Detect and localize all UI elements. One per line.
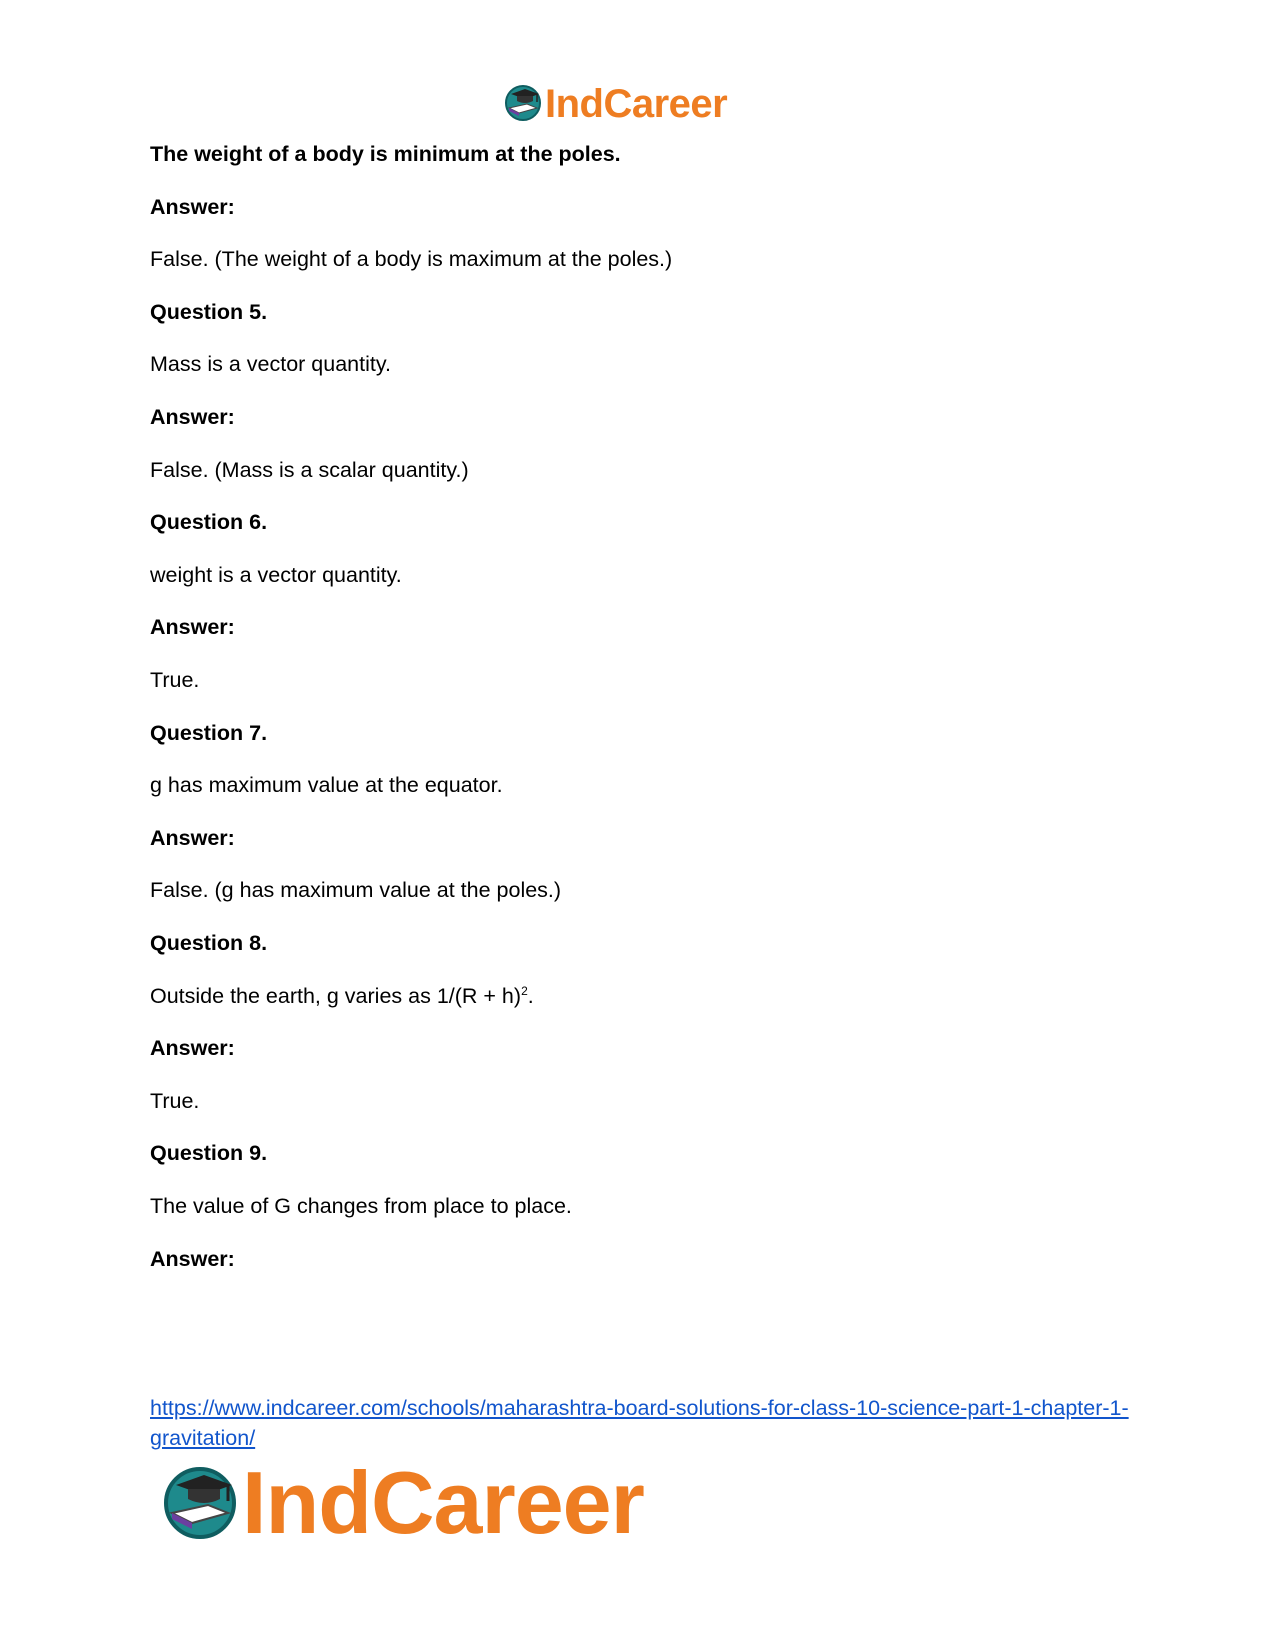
question-heading xyxy=(150,721,267,746)
logo-wordmark: IndCareer xyxy=(242,1453,644,1552)
line-text: Question 6. xyxy=(150,510,268,535)
body-text xyxy=(150,352,391,377)
line-text: True. xyxy=(150,668,200,692)
answer-label xyxy=(150,1036,235,1061)
body-text xyxy=(150,247,672,272)
statement-text xyxy=(150,142,621,167)
line-text: Answer: xyxy=(150,405,235,429)
answer-label xyxy=(150,1247,235,1272)
superscript: 2 xyxy=(521,983,528,998)
question-heading xyxy=(150,931,267,956)
line-text: The weight of a body is minimum at the poles. xyxy=(150,142,621,166)
body-text xyxy=(150,458,469,483)
line-text: False. (g has maximum value at the poles.) xyxy=(150,878,562,903)
line-text: Question 8. xyxy=(150,931,268,955)
footer-logo xyxy=(160,1453,644,1552)
line-text: weight is a vector quantity. xyxy=(150,562,402,587)
line-text: Answer: xyxy=(150,825,235,850)
body-text xyxy=(150,668,199,693)
logo-wordmark: IndCareer xyxy=(545,81,728,126)
line-text: Question 7. xyxy=(150,720,268,745)
line-text: The value of G changes from place to place. xyxy=(150,1194,572,1218)
line-text: Answer: xyxy=(150,1036,235,1061)
body-text xyxy=(150,984,534,1009)
line-text: g has maximum value at the equator. xyxy=(150,773,503,798)
line-text: False. (The weight of a body is maximum at the poles.) xyxy=(150,247,673,272)
globe-book-icon xyxy=(160,1461,240,1546)
globe-book-icon xyxy=(503,82,543,127)
body-text xyxy=(150,773,503,798)
line-text: Answer: xyxy=(150,194,235,219)
line-text: Question 9. xyxy=(150,1141,268,1166)
body-text xyxy=(150,1194,572,1219)
line-suffix: . xyxy=(527,983,534,1008)
body-text xyxy=(150,563,402,588)
answer-label xyxy=(150,615,235,640)
source-link[interactable]: https://www.indcareer.com/schools/maharashtra-board-solutions-for-class-10-science-part-1-chapter-1-gravitation/ xyxy=(150,1396,1129,1450)
question-heading xyxy=(150,510,267,535)
body-text xyxy=(150,878,561,903)
answer-label xyxy=(150,826,235,851)
answer-label xyxy=(150,195,235,220)
question-heading xyxy=(150,300,267,325)
line-text: Outside the earth, g varies as 1/(R + h) xyxy=(150,983,522,1008)
question-heading xyxy=(150,1141,267,1166)
answer-label xyxy=(150,405,235,430)
line-text: False. (Mass is a scalar quantity.) xyxy=(150,457,469,482)
body-text xyxy=(150,1089,199,1114)
line-text: Question 5. xyxy=(150,299,268,324)
line-text: Answer: xyxy=(150,1246,235,1271)
line-text: Answer: xyxy=(150,615,235,640)
line-text: True. xyxy=(150,1088,200,1113)
header-logo xyxy=(503,80,727,128)
line-text: Mass is a vector quantity. xyxy=(150,352,391,377)
